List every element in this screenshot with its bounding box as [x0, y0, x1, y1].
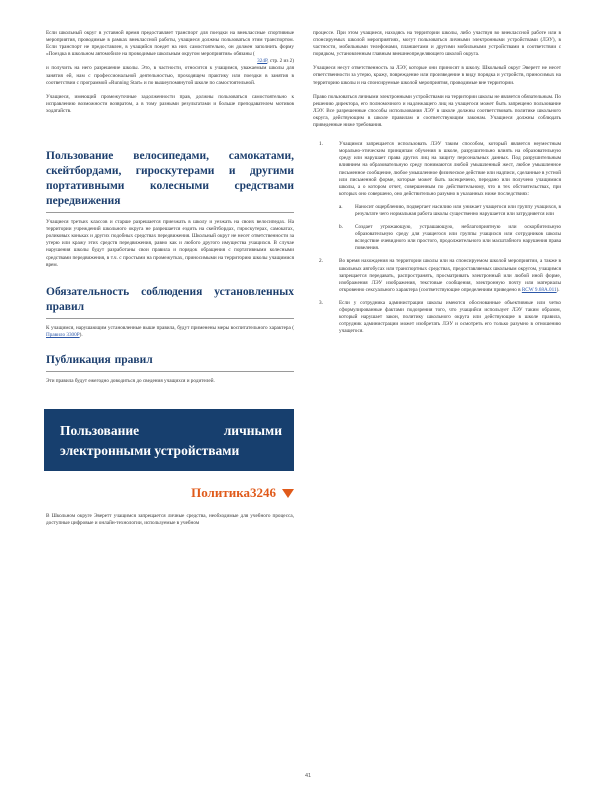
policy-link[interactable]: 324P	[257, 58, 268, 65]
triangle-down-icon	[282, 489, 294, 498]
left-column	[46, 30, 294, 527]
policy-label: Политика3246	[46, 485, 294, 501]
divider	[46, 212, 294, 213]
paragraph: Учащиеся третьих классов и старше разрешается приезжать в школу и уезжать на своих велосипедах. На территории учреждений школьного округа не разрешается ездить на скейтбордах, гироскутерах, самокатах, роликовых коньках и других подобных средствах передвижения. Школьный округ не несет ответственности за утерю или кражу этих средств передвижения, равно как и любого другого имущества учащихся. В случае нарушения школы будут разработаны свои правила и порядок обращения с портативными колесными средствами передвижения, в т.ч. с простыми на промежутках, приносимыми на территорию школы учащимися врем.	[46, 219, 294, 268]
list-item: 2. Во время нахождения на территории школы или на спонсируемом школой мероприятии, а также в школьных автобусах или транспортных средствах, предоставляемых школьным округом, учащимся запрещается передавать, распространять, просматривать электронный или любой иной форме, изображения ЛЭУ изображения, текстовые сообщения, электронную почту или материалы откровенно сексуального характера (соответствующие определениям приведено в RCW 9.68A.011).	[319, 258, 561, 293]
paragraph: К учащимся, нарушающим установленные выше правила, будут применены меры воспитательного характера ( Правило 3300P).	[46, 324, 294, 338]
paragraph: процессе. При этом учащиеся, находясь на территории школы, либо участвуя во внеклассной работе или в спонсируемых школой мероприятиях, могут пользоваться личными электронными устройствами (ЛЭУ), в частности, мобильными телефонами, планшетами и другими мобильными устройствами в соответствии с порядком, установленным главным внешнеопределяющего школой округа.	[313, 30, 561, 58]
paragraph: Учащиеся несут ответственность за ЛЭУ, которые они приносят в школу. Школьный округ Эверетт не несет ответственности за утерю, кражу, повреждение или произведение в виду порядка и устройств, приносимых на территорию школы и на спонсируемые школой мероприятия, проводимые вне территории.	[313, 65, 561, 86]
list-item: 1. Учащимся запрещается использовать ЛЭУ таким способом, который является неуместным морально-этическим принципам обучения в школе, разрушительно влиять на образовательную среду или нарушает права других лиц на защиту персональных данных. Под разрушительным влиянием на образовательную среду понимаются любой умышленный жест, любое умышленное письменное сообщение, любое умышленное физическое действие или надписи, сделанные в устной или письменной форме, которые может быть засекречено, передано или получено учащимися школы, а о котором отчет, совершенным по действительному, что в тех обстоятельствах, при которых оно совершено, оно действительно разумно в указанных ниже последствиях: a. Наносит ощерблению, подвергает насилию или унижает учащегося или группу учащихся, в результате чего нормальная работа школы существенно нарушается или затрудняется или b. Создает угрожающую, устрашающую, неблагоприятную или оскорбительную образовательную среду для учащегося или группы учащихся или сотрудников школы вследствие очевидного или простого, продолжительного или масштабного нарушения права повеления.	[319, 141, 561, 252]
paragraph: Учащиеся, имеющий промежуточные задолженности прав, должны пользоваться самостоятельно к исправлению возможности возвратом, а в тому разными результатами и больше преподавателем мотивов ходатайств.	[46, 93, 294, 114]
section-banner: Пользование личными электронными устройствами	[44, 409, 294, 471]
list-item: b. Создает угрожающую, устрашающую, неблагоприятную или оскорбительную образовательную среду для учащегося или группы учащихся или сотрудников школы вследствие очевидного или простого, продолжительного или масштабного нарушения права повеления.	[339, 224, 561, 252]
paragraph: Если школьный округ в уставной время предоставляет транспорт для поездки на внеклассные спортивные мероприятия, проводимые в рамках внеклассной работы, учащиеся должны пользоваться этим транспортом. Если транспорт не предоставлен, в учащийся поедет на них самостоятельно, он должен заполнить форму «Поездка в школьном автомобиле на проводимые школьным округом мероприятия» обязаны ( 324P, стр. 2 из 2) и получить на него разрешение школы. Это, в частности, относится к учащимся, уважаемым школы для занятия ей, нам с профессиональной деятельностью, проходящем практику или поездки в занятия в соответствии с программой «Running Start» и по вышеупомянутой школе по самостоятельной.	[46, 30, 294, 86]
policy-link[interactable]: Правило 3300P	[46, 331, 80, 338]
right-column	[313, 30, 561, 341]
divider	[46, 371, 294, 372]
paragraph: В Школьном округе Эверетт учащимся запрещается личные средства, необходимые для учебного процесса, доступные цифровые и онлайн-технологии, используемые в учебном	[46, 512, 294, 527]
page-number: 41	[304, 773, 312, 779]
paragraph: Право пользоваться личными электронными устройствами на территории школы не является обязательным. По решению директора, его полномочного и надлежащего лиц на учащегося может быть запрещено пользование ЛЭУ. Все разрешенные способы использования ЛЭУ в школе должны соответствовать политике школьного округа, действующим в школе правилам и соответствующим законам. Учащиеся должны соблюдать приведенные ниже требования.	[313, 93, 561, 129]
rcw-link[interactable]: RCW 9.68A.011	[521, 286, 557, 293]
section-heading: Публикация правил	[46, 353, 153, 366]
list-item: 3. Если у сотрудника администрации школы имеются обоснованные объективные или четко сформулированные фактами подозрения того, что учащийся использует ЛЭУ таким образом, который нарушает закон, политику школьного округа или действующие в школе правила, сотрудник администрации может изобретать ЛЭУ и осмотреть его только разумно в отношению учащегося.	[319, 299, 561, 335]
section-heading: Обязательность соблюдения установленных правил	[46, 285, 294, 313]
paragraph: Эти правила будут ежегодно доводиться до сведения учащихся и родителей.	[46, 377, 215, 384]
list-item: a. Наносит ощерблению, подвергает насилию или унижает учащегося или группу учащихся, в результате чего нормальная работа школы существенно нарушается или затрудняется или	[339, 203, 561, 217]
divider	[46, 318, 294, 319]
section-heading: Пользование велосипедами, самокатами, скейтбордами, гироскутерами и другими портативными колесными средствами передвижения	[46, 150, 294, 208]
